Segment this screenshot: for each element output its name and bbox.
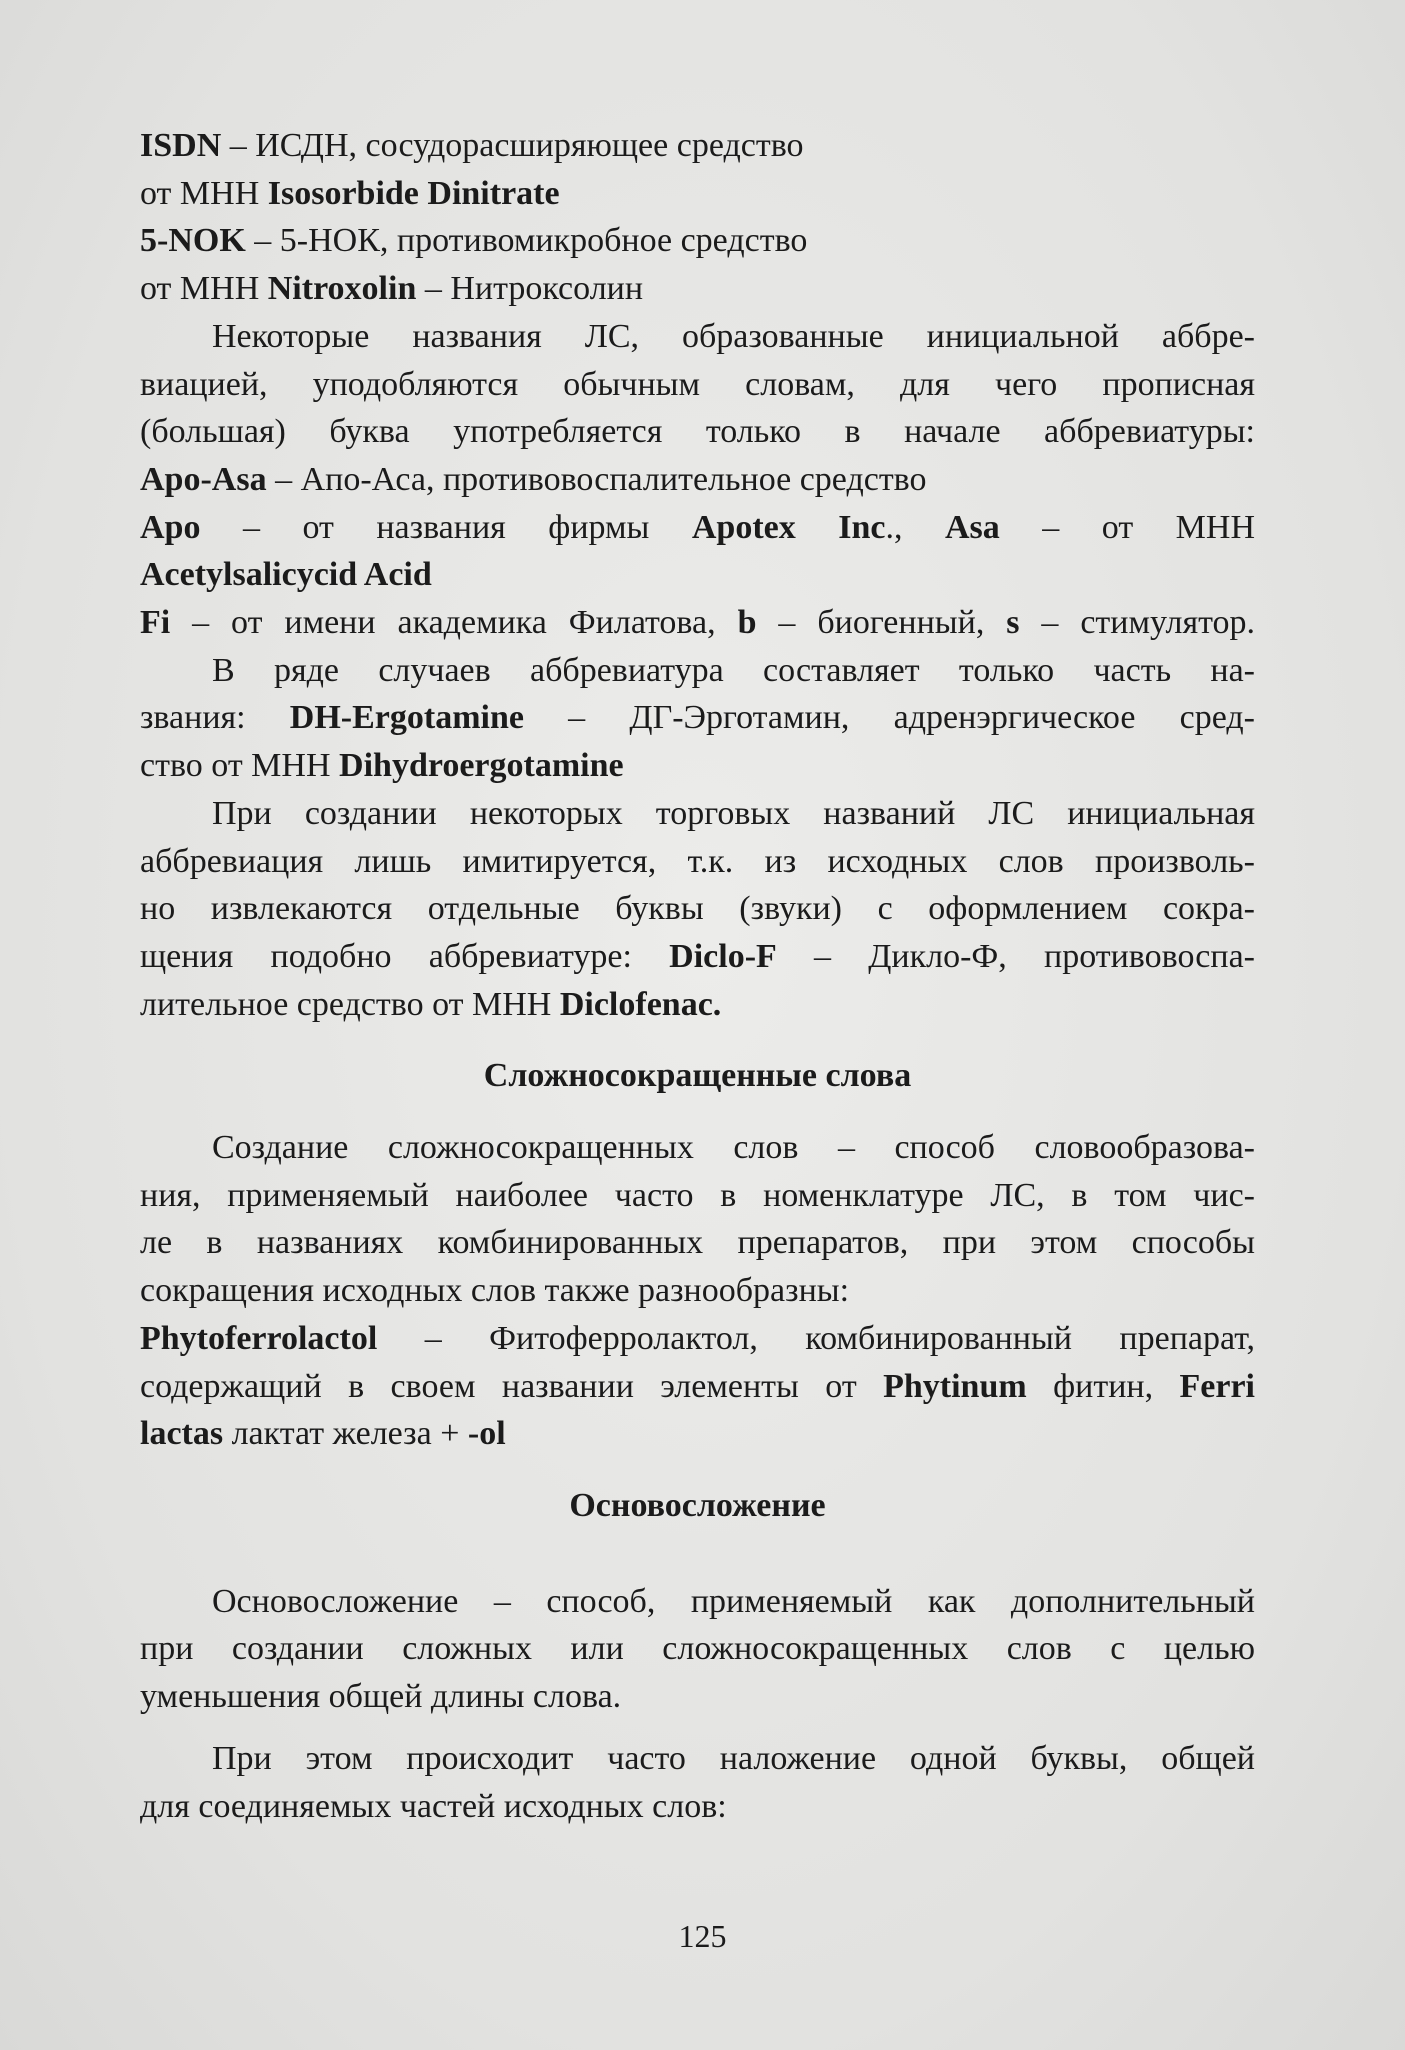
text-line: от МНН Nitroxolin – Нитроксолин [140,270,644,308]
term-fi: Fi [140,604,171,642]
term-phytinum: Phytinum [883,1367,1027,1405]
term-phytoferrolactol: Phytoferrolactol [140,1319,378,1357]
term-apo: Apo [140,508,201,546]
text-line: lactas лактат железа + -ol [140,1415,506,1453]
paragraph-line: но извлекаются отдельные буквы (звуки) с оформлением сокра- [140,890,1255,928]
term-dh-ergotamine: DH-Ergotamine [289,699,524,737]
section-heading: Сложносокращенные слова [483,1057,912,1095]
page-text [140,122,1255,1830]
text-line: лительное средство от МНН Diclofenac. [140,985,722,1023]
term-acetylsalicycid-acid: Acetylsalicycid Acid [140,556,432,594]
term-isdn: ISDN [140,127,222,164]
text-line: содержащий в своем названии элементы от Phytinum фитин, Ferri [140,1367,1255,1405]
text-line: Apo-Asa – Апо-Аса, противовоспалительное средство [140,460,927,498]
term-diclofenac: Diclofenac. [559,985,722,1023]
term-isosorbide-dinitrate: Isosorbide Dinitrate [267,174,560,212]
paragraph-line: Некоторые названия ЛС, образованные инициальной аббре- [212,317,1255,355]
term-apotex: Apotex Inc [691,508,886,546]
term-ferri: Ferri [1179,1367,1255,1405]
paragraph-line: при создании сложных или сложносокращенных слов с целью [140,1630,1255,1668]
term-b: b [737,604,757,642]
paragraph-line: уменьшения общей длины слова. [140,1678,622,1716]
term-apo-asa: Apo-Asa [140,460,267,498]
text-line: Apo – от названия фирмы Apotex Inc., Asa – от МНН [140,508,1256,546]
paragraph-line: При создании некоторых торговых названий ЛС инициальная [212,794,1255,832]
paragraph-line: Создание сложносокращенных слов – способ словообразова- [212,1129,1255,1167]
text-line: звания: DH-Ergotamine – ДГ-Эрготамин, адренэргическое сред- [140,699,1255,737]
term-diclo-f: Diclo-F [669,937,777,975]
paragraph-line: Основосложение – способ, применяемый как дополнительный [212,1582,1255,1620]
page-number: 125 [678,1918,727,1954]
text-line: Fi – от имени академика Филатова, b – биогенный, s – стимулятор. [140,604,1256,642]
paragraph-line: аббревиация лишь имитируется, т.к. из исходных слов произволь- [140,842,1255,880]
term-lactas: lactas [140,1415,224,1453]
paragraph-line: сокращения исходных слов также разнообразны: [140,1272,850,1310]
paragraph-line: ния, применяемый наиболее часто в номенклатуре ЛС, в том чис- [140,1176,1255,1214]
text-line: щения подобно аббревиатуре: Diclo-F – Дикло-Ф, противовоспа- [140,937,1255,975]
text-line [140,551,1255,599]
paragraph-line: При этом происходит часто наложение одной буквы, общей [212,1739,1255,1777]
paragraph-line: (большая) буква употребляется только в начале аббревиатуры: [140,413,1255,451]
text-line: Phytoferrolactol – Фитоферролактол, комбинированный препарат, [140,1319,1255,1357]
term-dihydroergotamine: Dihydroergotamine [339,747,624,785]
term-5-nok: 5-NOK [140,222,246,260]
term-ol: -ol [467,1415,506,1453]
term-nitroxolin: Nitroxolin [267,270,417,308]
section-heading: Основосложение [569,1486,826,1524]
text-line: от МНН Isosorbide Dinitrate [140,174,560,212]
paragraph-line: В ряде случаев аббревиатура составляет только часть на- [212,651,1255,689]
text-line: ISDN – ИСДН, сосудорасширяющее средство [140,127,804,164]
paragraph-line: ле в названиях комбинированных препаратов, при этом способы [140,1224,1255,1262]
term-asa: Asa [944,508,1000,546]
paragraph-line: виацией, уподобляются обычным словам, для чего прописная [140,365,1255,403]
text-line: 5-NOK – 5-НОК, противомикробное средство [140,222,808,260]
term-s: s [1006,604,1020,642]
text-line: ство от МНН Dihydroergotamine [140,747,624,785]
paragraph-line: для соединяемых частей исходных слов: [140,1787,727,1825]
